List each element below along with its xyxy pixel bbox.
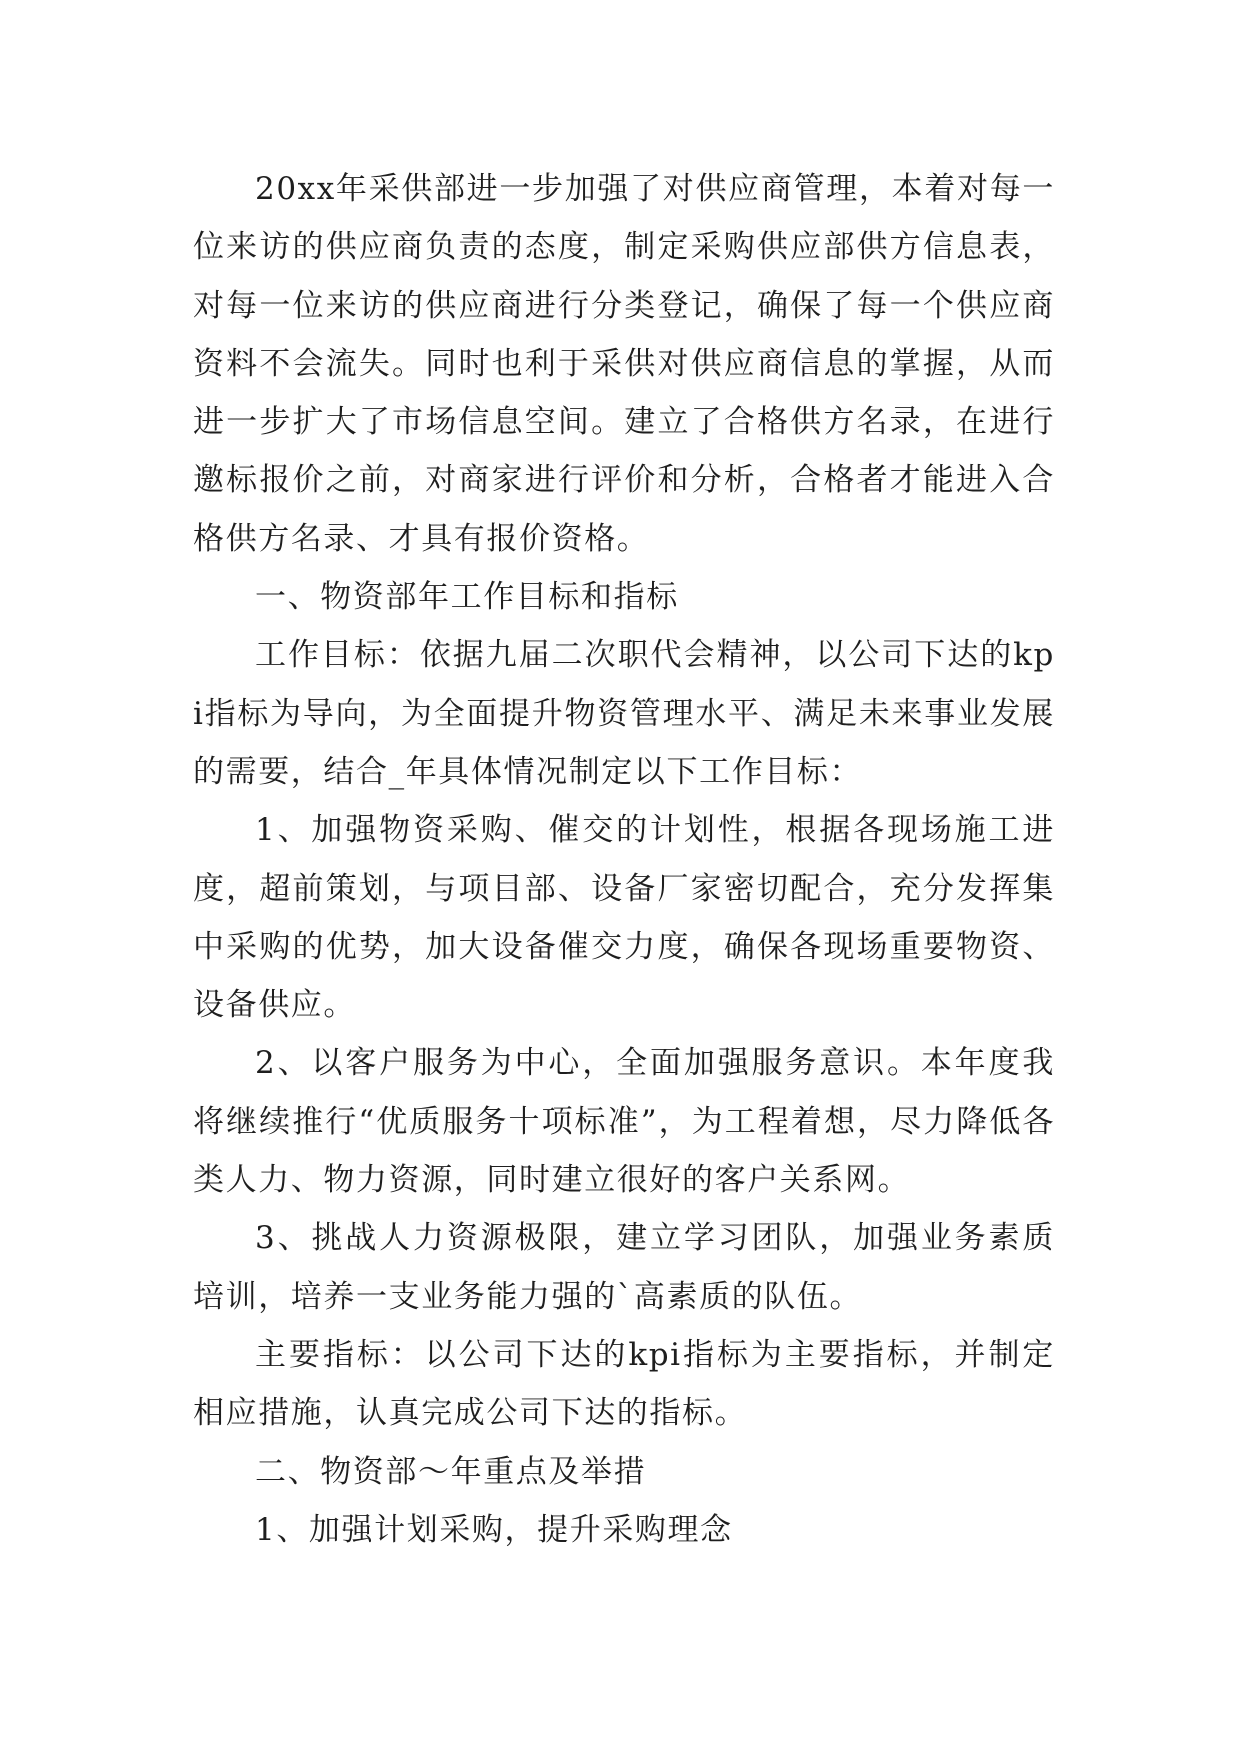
list-item-goal-1: 1、加强物资采购、催交的计划性，根据各现场施工进度，超前策划，与项目部、设备厂家密切配合，充分发挥集中采购的优势，加大设备催交力度，确保各现场重要物资、设备供应。 (193, 812, 1055, 1024)
paragraph-main-indicators: 主要指标：以公司下达的kpi指标为主要指标，并制定相应措施，认真完成公司下达的指标。 (193, 1336, 1055, 1432)
heading-work-goals-and-indicators: 一、物资部年工作目标和指标 (255, 579, 679, 616)
heading-key-points-and-measures: 二、物资部～年重点及举措 (255, 1453, 647, 1490)
list-item-goal-3: 3、挑战人力资源极限，建立学习团队，加强业务素质培训，培养一支业务能力强的`高素质的队伍。 (193, 1220, 1055, 1315)
document-body (193, 160, 1055, 1559)
list-item-goal-2: 2、以客户服务为中心，全面加强服务意识。本年度我将继续推行“优质服务十项标准”，为工程着想，尽力降低各类人力、物力资源，同时建立很好的客户关系网。 (193, 1045, 1055, 1199)
list-item-measure-1: 1、加强计划采购，提升采购理念 (255, 1511, 733, 1548)
paragraph-work-goals: 工作目标：依据九届二次职代会精神，以公司下达的kpi指标为导向，为全面提升物资管理水平、满足未来事业发展的需要，结合_年具体情况制定以下工作目标： (193, 637, 1055, 790)
paragraph-supplier-management: 20xx年采供部进一步加强了对供应商管理，本着对每一位来访的供应商负责的态度，制定采购供应部供方信息表，对每一位来访的供应商进行分类登记，确保了每一个供应商资料不会流失。同时也利于采供对供应商信息的掌握，从而进一步扩大了市场信息空间。建立了合格供方名录，在进行邀标报价之前，对商家进行评价和分析，合格者才能进入合格供方名录、才具有报价资格。 (193, 171, 1055, 557)
